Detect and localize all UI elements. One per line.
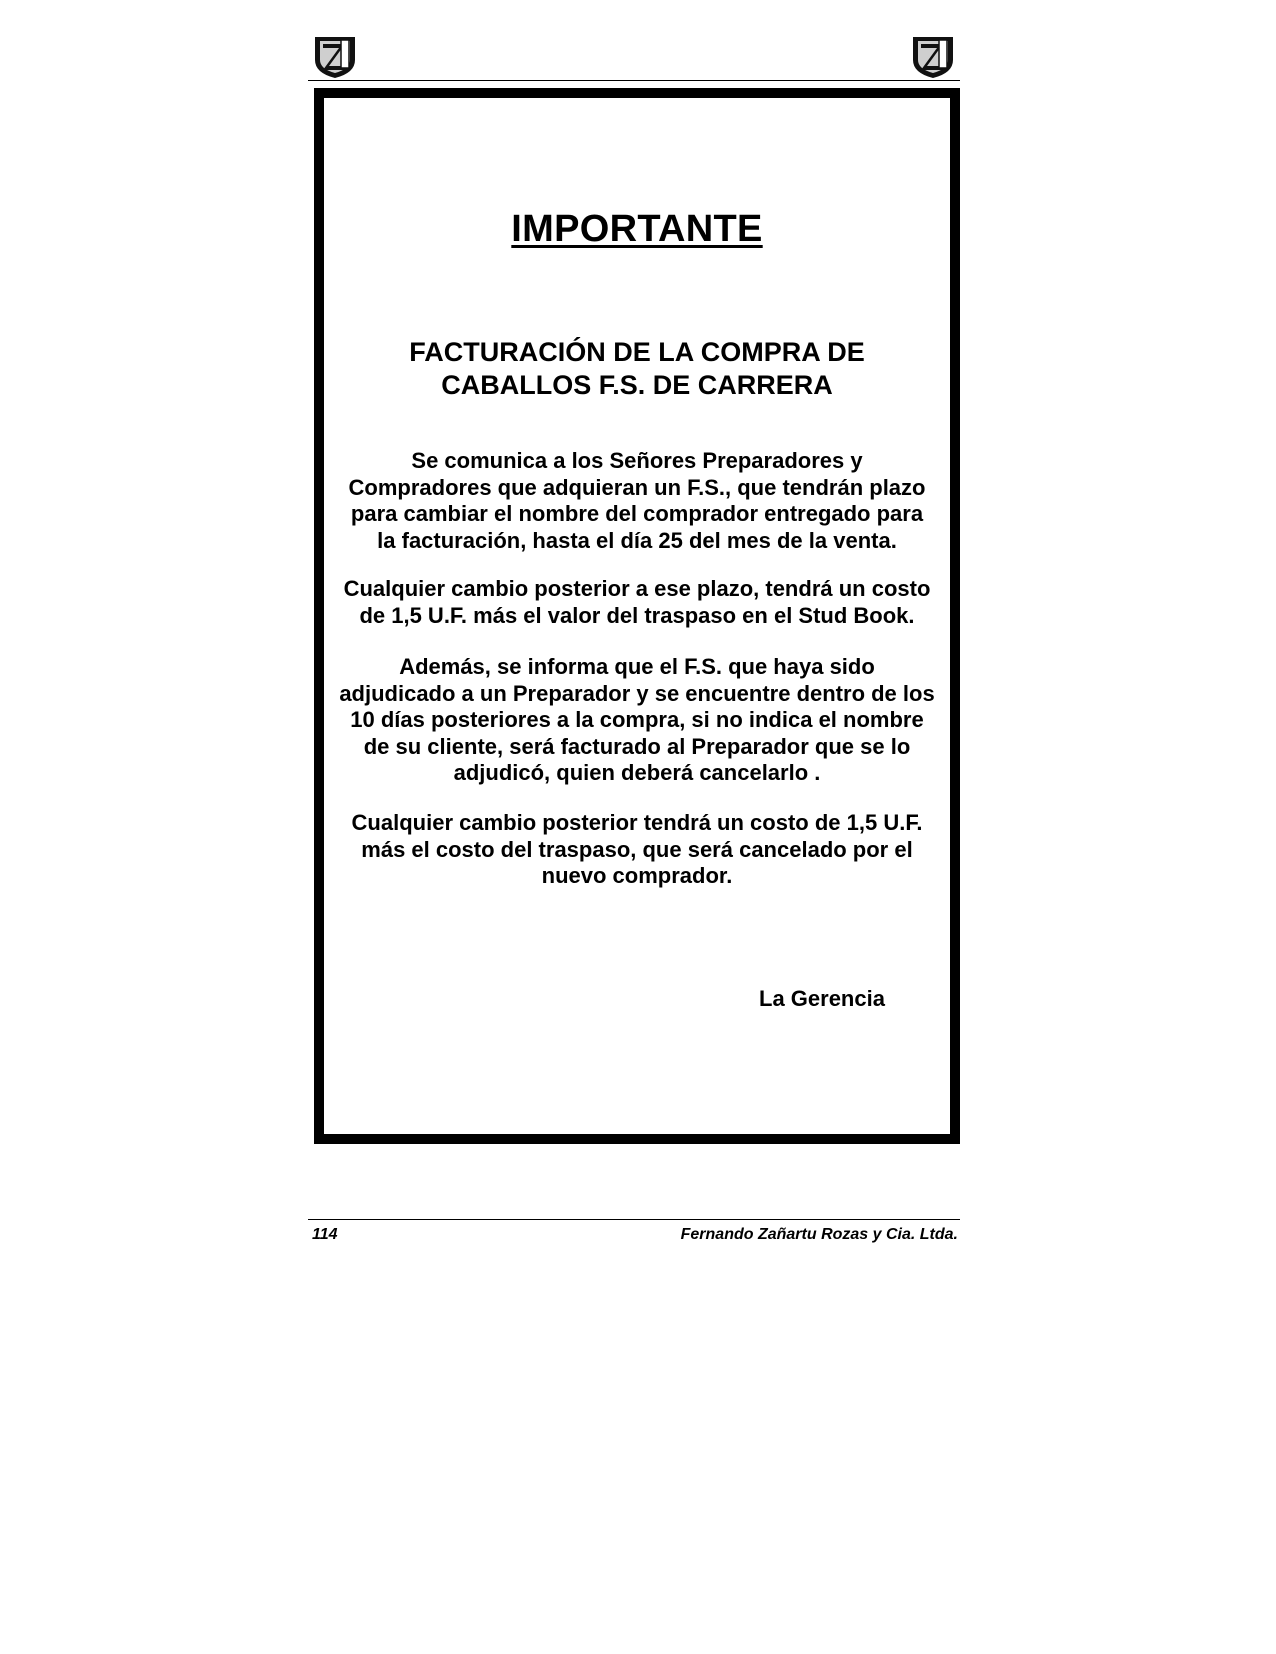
frame-tick — [324, 228, 328, 230]
frame-tick — [324, 1008, 328, 1010]
frame-decoration-right — [946, 108, 950, 1124]
frame-tick — [946, 858, 950, 860]
frame-tick — [324, 258, 328, 260]
paragraph-line: adjudicado a un Preparador y se encuentre dentro de los — [339, 680, 935, 706]
frame-tick — [946, 258, 950, 260]
paragraph-change-cost — [334, 576, 940, 629]
frame-tick — [324, 798, 328, 800]
frame-tick — [324, 558, 328, 560]
frame-tick — [324, 378, 328, 380]
frame-tick — [946, 408, 950, 410]
frame-tick — [946, 708, 950, 710]
frame-tick — [324, 768, 328, 770]
frame-tick — [946, 1038, 950, 1040]
paragraph-line: Se comunica a los Señores Preparadores y — [411, 448, 863, 473]
paragraph-line: más el costo del traspaso, que será cancelado por el — [361, 836, 913, 862]
frame-tick — [946, 438, 950, 440]
frame-tick — [946, 348, 950, 350]
company-logo-left-icon — [312, 34, 358, 80]
frame-tick — [324, 1068, 328, 1070]
paragraph-line: de 1,5 U.F. más el valor del traspaso en el Stud Book. — [359, 602, 915, 628]
frame-tick — [946, 918, 950, 920]
footer-rule — [308, 1219, 960, 1220]
frame-tick — [946, 288, 950, 290]
frame-tick — [946, 558, 950, 560]
frame-tick — [324, 528, 328, 530]
paragraph-line: la facturación, hasta el día 25 del mes de la venta. — [377, 527, 897, 553]
frame-tick — [946, 948, 950, 950]
frame-tick — [324, 978, 328, 980]
frame-tick — [324, 168, 328, 170]
paragraph-later-change-cost — [334, 810, 940, 890]
paragraph-line: Compradores que adquieran un F.S., que tendrán plazo — [348, 474, 926, 500]
subtitle-line: FACTURACIÓN DE LA COMPRA DE — [409, 337, 865, 367]
frame-tick — [324, 648, 328, 650]
frame-tick — [324, 588, 328, 590]
paragraph-line: adjudicó, quien deberá cancelarlo . — [453, 760, 821, 785]
frame-tick — [946, 648, 950, 650]
subtitle-line: CABALLOS F.S. DE CARRERA — [441, 370, 833, 400]
frame-tick — [324, 738, 328, 740]
notice-frame — [314, 88, 960, 1144]
frame-tick — [324, 948, 328, 950]
frame-tick — [324, 828, 328, 830]
frame-tick — [324, 438, 328, 440]
frame-tick — [324, 348, 328, 350]
frame-tick — [324, 468, 328, 470]
frame-tick — [946, 798, 950, 800]
frame-tick — [946, 198, 950, 200]
paragraph-line: de su cliente, será facturado al Preparador que se lo — [363, 733, 911, 759]
frame-tick — [946, 978, 950, 980]
frame-tick — [946, 828, 950, 830]
paragraph-trainer-billing — [334, 654, 940, 787]
frame-tick — [946, 1098, 950, 1100]
page-number: 114 — [312, 1226, 338, 1243]
paragraph-line: Cualquier cambio posterior tendrá un costo de 1,5 U.F. — [351, 810, 923, 835]
frame-tick — [324, 888, 328, 890]
frame-tick — [324, 918, 328, 920]
frame-tick — [324, 318, 328, 320]
frame-tick — [946, 768, 950, 770]
frame-tick — [946, 318, 950, 320]
frame-tick — [946, 618, 950, 620]
frame-tick — [324, 1038, 328, 1040]
frame-tick — [946, 108, 950, 110]
frame-tick — [324, 138, 328, 140]
frame-tick — [946, 528, 950, 530]
frame-tick — [946, 378, 950, 380]
frame-tick — [946, 138, 950, 140]
notice-content — [334, 98, 940, 1134]
frame-tick — [946, 468, 950, 470]
frame-tick — [946, 678, 950, 680]
frame-tick — [324, 498, 328, 500]
frame-decoration-left — [324, 108, 328, 1124]
notice-title: IMPORTANTE — [511, 208, 763, 250]
frame-tick — [946, 228, 950, 230]
paragraph-line: Cualquier cambio posterior a ese plazo, tendrá un costo — [343, 576, 931, 601]
frame-tick — [946, 588, 950, 590]
frame-tick — [324, 108, 328, 110]
frame-tick — [324, 708, 328, 710]
frame-tick — [946, 498, 950, 500]
frame-tick — [324, 198, 328, 200]
header-rule — [308, 80, 960, 81]
footer-company-name: Fernando Zañartu Rozas y Cia. Ltda. — [680, 1226, 958, 1243]
frame-tick — [324, 1098, 328, 1100]
paragraph-line: 10 días posteriores a la compra, si no indica el nombre — [350, 707, 924, 732]
signature: La Gerencia — [759, 986, 885, 1011]
paragraph-line: Además, se informa que el F.S. que haya sido — [399, 654, 875, 679]
frame-tick — [324, 408, 328, 410]
company-logo-right-icon — [910, 34, 956, 80]
frame-tick — [324, 858, 328, 860]
paragraph-billing-deadline — [334, 448, 940, 554]
notice-subtitle — [374, 336, 900, 402]
frame-tick — [946, 1008, 950, 1010]
frame-tick — [946, 738, 950, 740]
paragraph-line: para cambiar el nombre del comprador entregado para — [350, 501, 924, 526]
frame-tick — [946, 888, 950, 890]
frame-tick — [946, 1068, 950, 1070]
frame-tick — [324, 288, 328, 290]
paragraph-line: nuevo comprador. — [541, 863, 733, 888]
frame-tick — [324, 678, 328, 680]
frame-tick — [946, 168, 950, 170]
frame-tick — [324, 618, 328, 620]
